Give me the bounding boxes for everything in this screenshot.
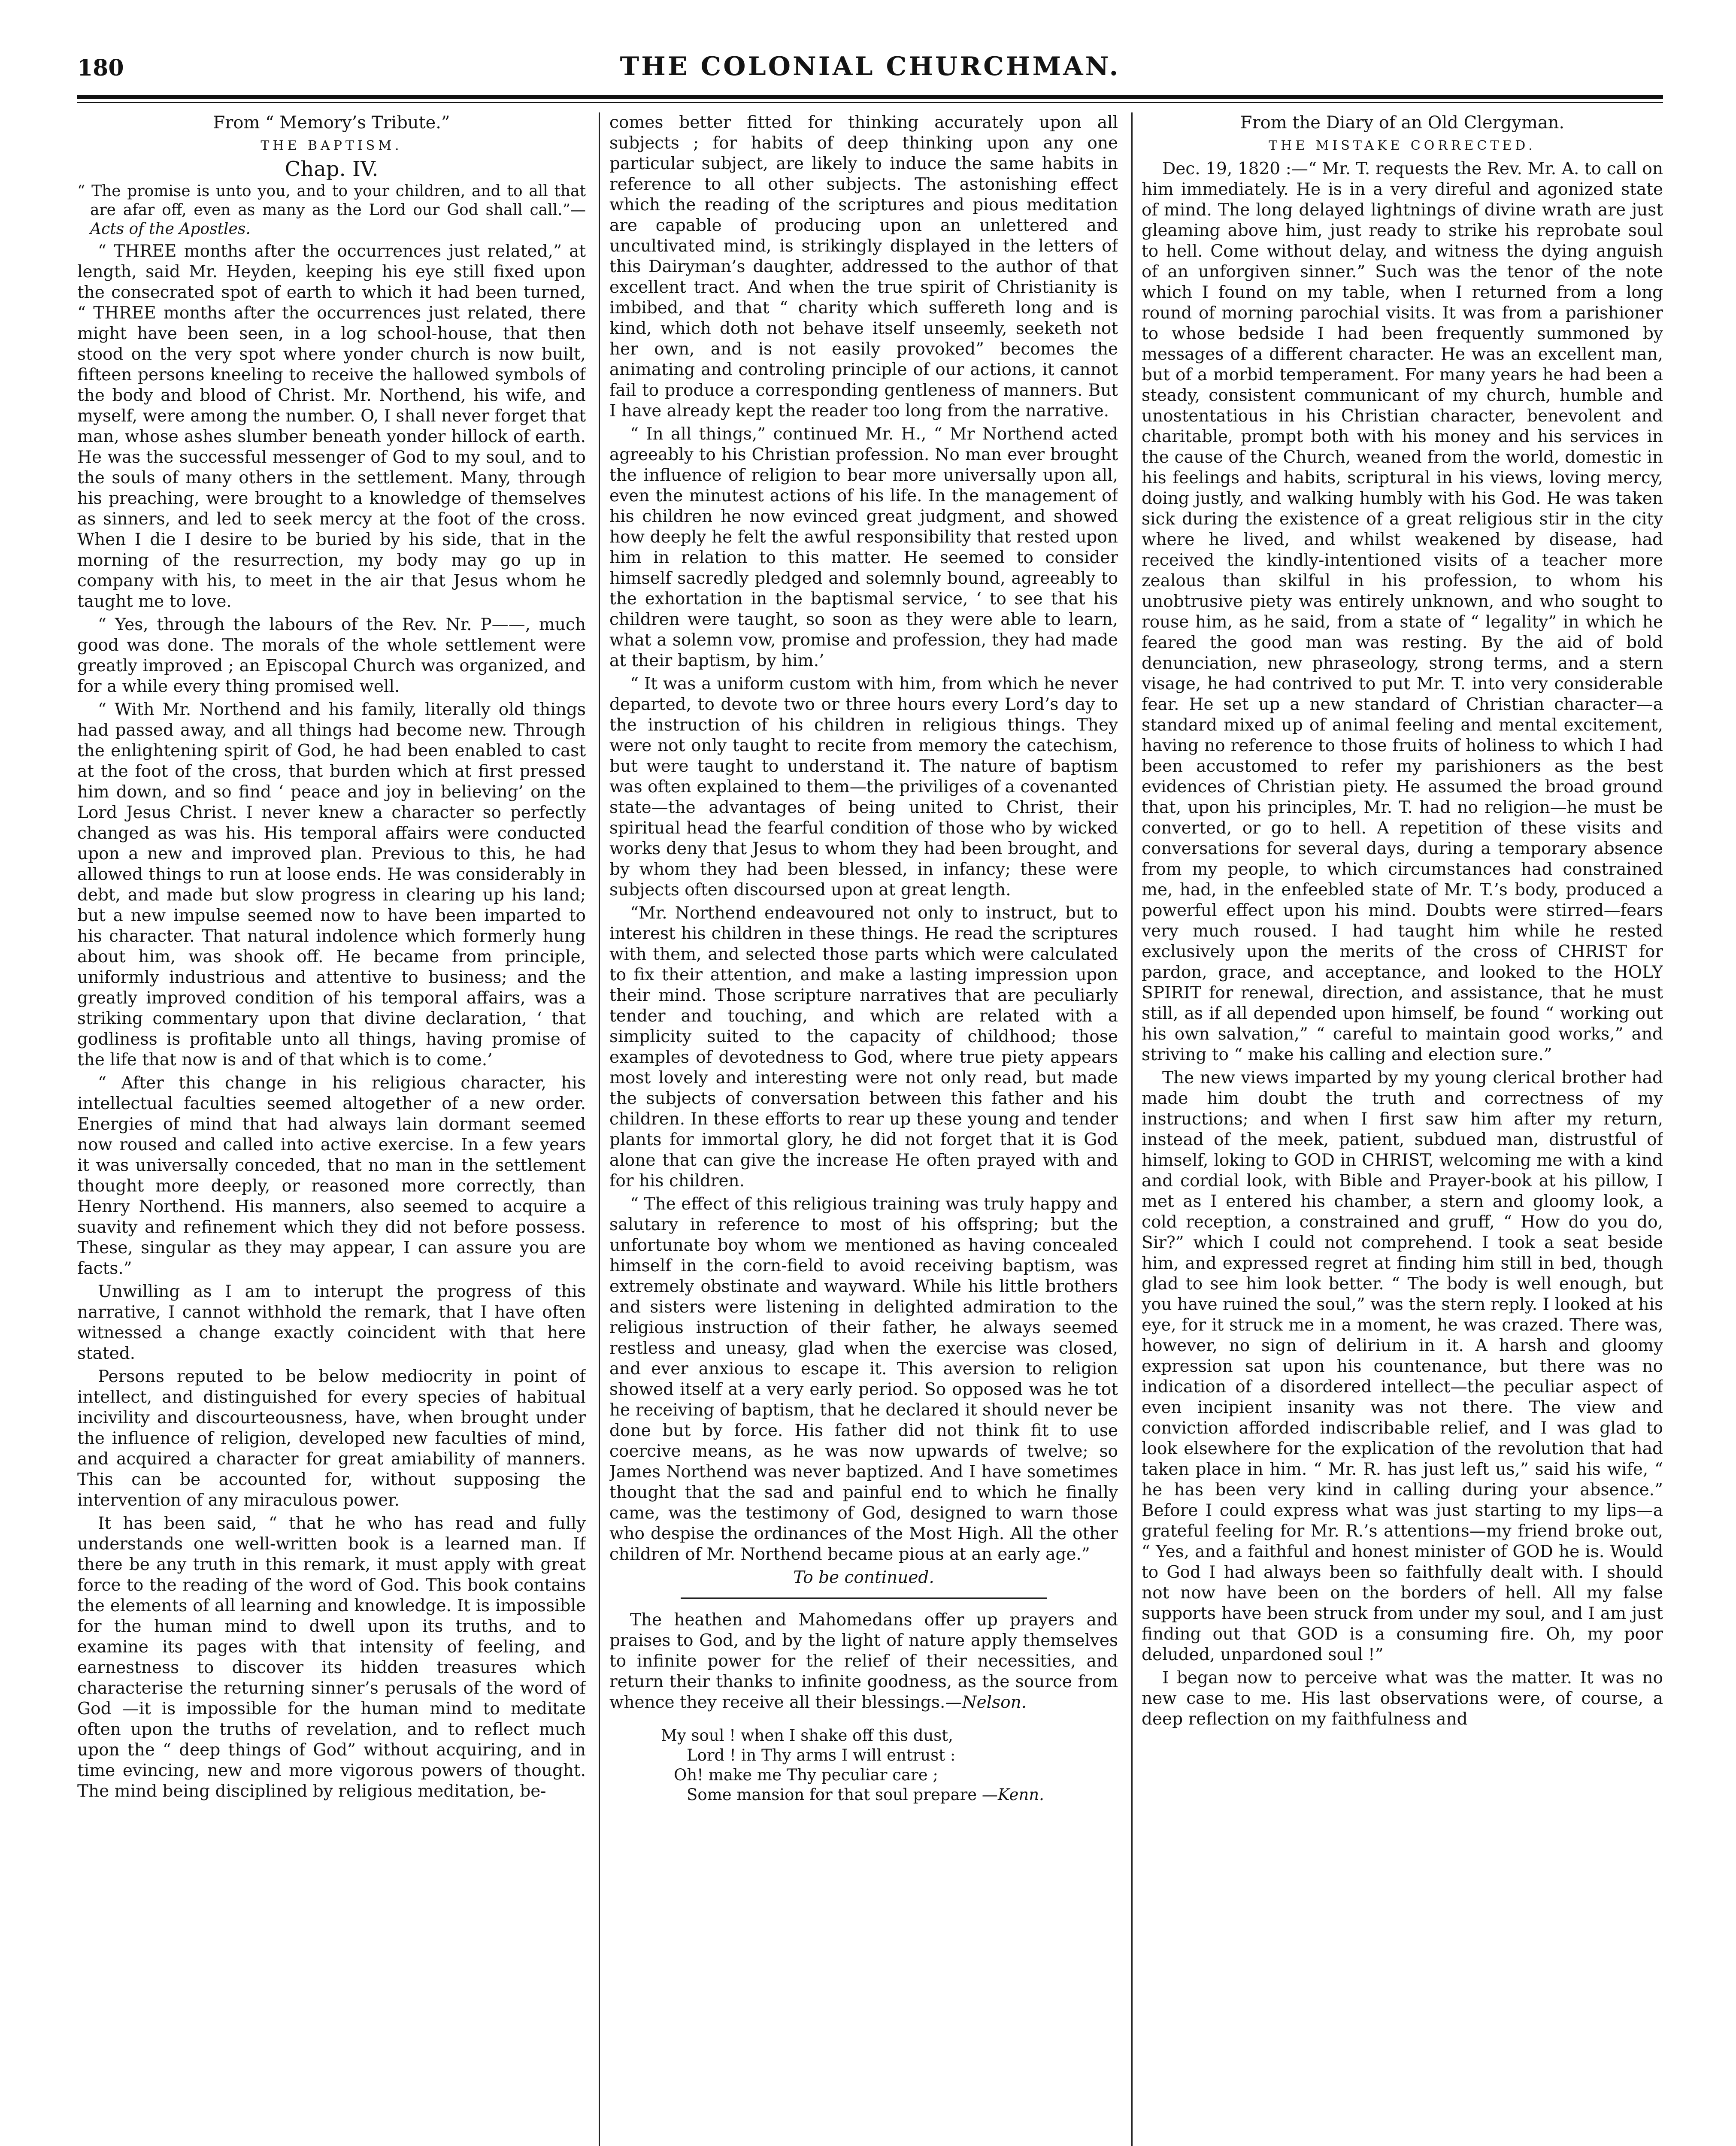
quotation-text: The heathen and Mahomedans offer up prayers and praises to God, and by the light of nature apply themselves to infinite power for the relief of their necessities, and return their thanks to infinite goodness, as the source from whence they receive all their blessings.— xyxy=(609,1610,1118,1712)
paragraph: “ In all things,” continued Mr. H., “ Mr Northend acted agreeably to his Christian profession. No man ever brought the influence of religion to bear more universally upon all, even the minutest actions of his life. In the management of his children he now evinced great judgment, and showed how deeply he felt the awful responsibility that rested upon him in relation to this matter. He seemed to consider himself sacredly pledged and solemnly bound, agreeably to the exhortation in the baptismal service, ‘ to see that his children were taught, so soon as they were able to learn, what a solemn vow, promise and profession, they had made at their baptism, by him.’ xyxy=(609,424,1118,670)
verse-line: Oh! make me Thy peculiar care ; xyxy=(674,1766,938,1784)
paragraph: “ THREE months after the occurrences just related,” at length, said Mr. Heyden, keeping his eye still fixed upon the consecrated spot of earth to which it had been turned, “ THREE months after the occurrences just related, there might have been seen, in a log school-house, that then stood on the very spot where yonder church is now built, fifteen persons kneeling to receive the hallowed symbols of the body and blood of Christ. Mr. Northend, his wife, and myself, were among the number. O, I shall never forget that man, whose ashes slumber beneath yonder hillock of earth. He was the successful messenger of God to my soul, and to the souls of many others in the settlement. Many, through his preaching, were brought to a knowledge of themselves as sinners, and led to seek mercy at the foot of the cross. When I die I desire to be buried by his side, that in the morning of the resurrection, my body may go up in company with his, to meet in the air that Jesus whom he taught me to love. xyxy=(77,242,586,611)
page-header xyxy=(77,52,1663,92)
paragraph: Dec. 19, 1820 :—“ Mr. T. requests the Rev. Mr. A. to call on him immediately. He is in a very direful and agonized state of mind. The long delayed lightnings of divine wrath are just gleaming above him, just ready to strike his reprobate soul to hell. Come without delay, and witness the dying anguish of an unforgiven sinner.” Such was the tenor of the note which I found on my table, when I returned from a long round of morning parochial visits. It was from a parishioner to whose bedside I had been frequently summoned by messages of a different character. He was an excellent man, but of a morbid temperament. For many years he had been a steady, consistent communicant of my church, humble and unostentatious in his Christian character, benevolent and charitable, prompt both with his money and his services in the cause of the Church, weaned from the world, domestic in his feelings and habits, scriptural in his views, loving mercy, doing justly, and walking humbly with his God. He was taken sick during the existence of a great religious stir in the city where he lived, and whilst weakened by disease, had received the kindly-intentioned visits of a teacher more zealous than skilful in his profession, to whom his unobtrusive piety was entirely unknown, and who sought to rouse him, as he said, from a state of “ legality” in which he feared the good man was resting. By the aid of bold denunciation, new phraseology, strong terms, and a stern visage, he had contrived to put Mr. T. into very considerable fear. He set up a new standard of Christian character—a standard mixed up of animal feeling and mental excitement, having no reference to those fruits of holiness to which I had been accustomed to refer my parishioners as the best evidences of Christian piety. He assumed the broad ground that, upon his principles, Mr. T. had no religion—he must be converted, or go to hell. A repetition of these visits and conversations for several days, during a temporary absence from my people, to which circumstances had constrained me, had, in the enfeebled state of Mr. T.’s body, produced a powerful effect upon his mind. Doubts were stirred—fears very much roused. I had taught him while he rested exclusively upon the merits of the cross of CHRIST for pardon, grace, and acceptance, and looked to the HOLY SPIRIT for renewal, direction, and assistance, that he must still, as if all depended upon himself, be found “ working out his own salvation,” “ careful to maintain good works,” and striving to “ make his calling and election sure.” xyxy=(1142,159,1663,1064)
article-title: THE MISTAKE CORRECTED. xyxy=(1269,138,1536,153)
header-rule-thick xyxy=(77,95,1663,99)
paragraph: “ It was a uniform custom with him, from which he never departed, to devote two or three hours every Lord’s day to the instruction of his children in religious things. They were not only taught to recite from memory the catechism, but were taught to understand it. The nature of baptism was often explained to them—the priviliges of a covenanted state—the advantages of being united to Christ, their spiritual head the fearful condition of those who by wicked works deny that Jesus to whom they had been brought, and by whom they had been blessed, in infancy; these were subjects often discoursed upon at great length. xyxy=(609,674,1118,900)
article-source: From “ Memory’s Tribute.” xyxy=(213,113,450,133)
article-source: From the Diary of an Old Clergyman. xyxy=(1240,113,1565,133)
paragraph: “ With Mr. Northend and his family, literally old things had passed away, and all things had become new. Through the enlightening spirit of God, he had been enabled to cast at the foot of the cross, that burden which at first pressed him down, and so find ‘ peace and joy in believing’ on the Lord Jesus Christ. I never knew a character so perfectly changed as was his. His temporal affairs were conducted upon a new and improved plan. Previous to this, he had allowed things to run at loose ends. He was considerably in debt, and made but slow progress in clearing up his land; but a new impulse seemed now to have been imparted to his character. That natural indolence which formerly hung about him, was shook off. He became from principle, uniformly industrious and attentive to business; and the greatly improved condition of his temporal affairs, was a striking commentary upon that divine declaration, ‘ that godliness is profitable unto all things, having promise of the life that now is and of that which is to come.’ xyxy=(77,700,586,1070)
chapter-heading: Chap. IV. xyxy=(285,157,379,181)
epigraph xyxy=(77,182,586,239)
verse xyxy=(661,1726,1118,1805)
column-middle xyxy=(609,112,1118,2146)
quotation-author: Nelson. xyxy=(962,1693,1027,1712)
quotation xyxy=(609,1610,1118,1713)
paragraph: “ The effect of this religious training was truly happy and salutary in reference to most of his offspring; but the unfortunate boy whom we mentioned as having concealed himself in the corn-field to avoid receiving baptism, was extremely obstinate and wayward. While his little brothers and sisters were listening in delighted admiration to the religious instruction of their father, he always seemed restless and uneasy, glad when the exercise was closed, and ever anxious to escape it. This aversion to religion showed itself at a very early period. So opposed was he tot he receiving of baptism, that he declared it should never be done but by force. His father did not think fit to use coercive means, as he was now upwards of twelve; so James Northend was never baptized. And I have sometimes thought that the sad and painful end to which he finally came, was the testimony of God, designed to warn those who despise the ordinances of the Most High. All the other children of Mr. Northend became pious at an early age.” xyxy=(609,1194,1118,1564)
paragraph: Unwilling as I am to interupt the progress of this narrative, I cannot withhold the remark, that I have often witnessed a change exactly coincident with that here stated. xyxy=(77,1282,586,1363)
paragraph: I began now to perceive what was the matter. It was no new case to me. His last observations were, of course, a deep reflection on my faithfulness and xyxy=(1142,1668,1663,1729)
page-number: 180 xyxy=(77,55,124,81)
verse-line-last xyxy=(661,1785,1118,1805)
verse-line: My soul ! when I shake off this dust, xyxy=(661,1726,953,1745)
column-divider xyxy=(1131,112,1133,2146)
paragraph: Persons reputed to be below mediocrity in point of intellect, and distinguished for every species of habitual incivility and discourteousness, have, when brought under the influence of religion, developed new faculties of mind, and acquired a character for great amiability of manners. This can be accounted for, without supposing the intervention of any miraculous power. xyxy=(77,1367,586,1510)
column-right xyxy=(1142,112,1663,2146)
header-rule-thin xyxy=(77,102,1663,103)
verse-line: Lord ! in Thy arms I will entrust : xyxy=(687,1746,956,1764)
epigraph-text: “ The promise is unto you, and to your children, and to all that are afar off, even as many as the Lord our God shall call.”— xyxy=(77,182,586,219)
paragraph: “ After this change in his religious character, his intellectual faculties seemed altogether of a new order. Energies of mind that had always lain dormant seemed now roused and called into active exercise. In a few years it was universally conceded, that no man in the settlement thought more deeply, or reasoned more correctly, than Henry Northend. His manners, also seemed to acquire a suavity and refinement which they did not before possess. These, singular as they may appear, I can assure you are facts.” xyxy=(77,1073,586,1278)
column-left xyxy=(77,112,586,2146)
paragraph: “Mr. Northend endeavoured not only to instruct, but to interest his children in these things. He read the scriptures with them, and selected those parts which were calculated to fix their attention, and make a lasting impression upon their mind. Those scripture narratives that are peculiarly tender and touching, and which are related with a simplicity suited to the capacity of childhood; those examples of devotedness to God, where true piety appears most lovely and interesting were not only read, but made the subjects of conversation between this father and his children. In these efforts to rear up these young and tender plants for immortal glory, he did not forget that it is God alone that can give the increase He often prayed with and for his children. xyxy=(609,903,1118,1191)
paragraph: comes better fitted for thinking accurately upon all subjects ; for habits of deep thinking upon any one particular subject, are likely to induce the same habits in reference to all other subjects. The astonishing effect which the reading of the scriptures and pious meditation are capable of producing upon an unlettered and uncultivated mind, is strikingly displayed in the letters of this Dairyman’s daughter, addressed to the author of that excellent tract. And when the true spirit of Christianity is imbibed, and that “ charity which suffereth long and is kind, which doth not behave itself unseemly, seeketh not her own, and is not easily provoked” becomes the animating and controling principle of our actions, it cannot fail to produce a corresponding gentleness of manners. But I have already kept the reader too long from the narrative. xyxy=(609,113,1118,421)
paragraph: “ Yes, through the labours of the Rev. Nr. P——, much good was done. The morals of the whole settlement were greatly improved ; an Episcopal Church was organized, and for a while every thing promised well. xyxy=(77,615,586,696)
column-divider xyxy=(599,112,600,2146)
epigraph-source: Acts of the Apostles. xyxy=(90,220,251,238)
section-separator xyxy=(681,1597,1047,1599)
masthead-title: THE COLONIAL CHURCHMAN. xyxy=(620,52,1121,82)
article-title: THE BAPTISM. xyxy=(261,138,403,153)
paragraph: It has been said, “ that he who has read and fully understands one well-written book is a learned man. If there be any truth in this remark, it must apply with great force to the reading of the word of God. This book contains the elements of all learning and knowledge. It is impossible for the human mind to dwell upon its truths, and to examine its pages with that intensity of feeling, and earnestness to discover its hidden treasures which characterise the returning sinner’s perusals of the word of God —it is impossible for the human mind to meditate often upon the truths of revelation, and to reflect much upon the “ deep things of God” without acquiring, and in time evincing, new and more vigorous powers of thought. The mind being disciplined by religious meditation, be- xyxy=(77,1514,586,1801)
paragraph: The new views imparted by my young clerical brother had made him doubt the truth and correctness of my instructions; and when I first saw him after my return, instead of the meek, patient, subdued man, distrustful of himself, loking to GOD in CHRIST, welcoming me with a kind and cordial look, with Bible and Prayer-book at his pillow, I met as I entered his chamber, a stern and gloomy look, a cold reception, a constrained and gruff, “ How do you do, Sir?” which I could not comprehend. I took a seat beside him, and expressed regret at finding him still in bed, though glad to see him look better. “ The body is well enough, but you have ruined the soul,” was the stern reply. I looked at his eye, for it struck me in a moment, he was crazed. There was, however, no sign of delirium in it. A harsh and gloomy expression sat upon his countenance, but there was no indication of a disordered intellect—the peculiar aspect of even incipient insanity was not there. The view and conviction afforded indiscribable relief, and I was glad to look elsewhere for the explication of the revolution that had taken place in him. “ Mr. R. has just left us,” said his wife, “ he has been very kind in calling during your absence.” Before I could express what was just starting to my lips—a grateful feeling for Mr. R.’s attentions—my friend broke out, “ Yes, and a faithful and honest minister of GOD he is. Would to God I had always been so faithfully dealt with. I should not now have been on the borders of hell. All my false supports have been struck from under my soul, and I am just finding out that GOD is a consuming fire. Oh, my poor deluded, unpardoned soul !” xyxy=(1142,1068,1663,1664)
verse-author: Kenn. xyxy=(997,1785,1044,1804)
verse-line: Some mansion for that soul prepare — xyxy=(687,1785,998,1804)
to-be-continued: To be continued. xyxy=(793,1568,934,1587)
